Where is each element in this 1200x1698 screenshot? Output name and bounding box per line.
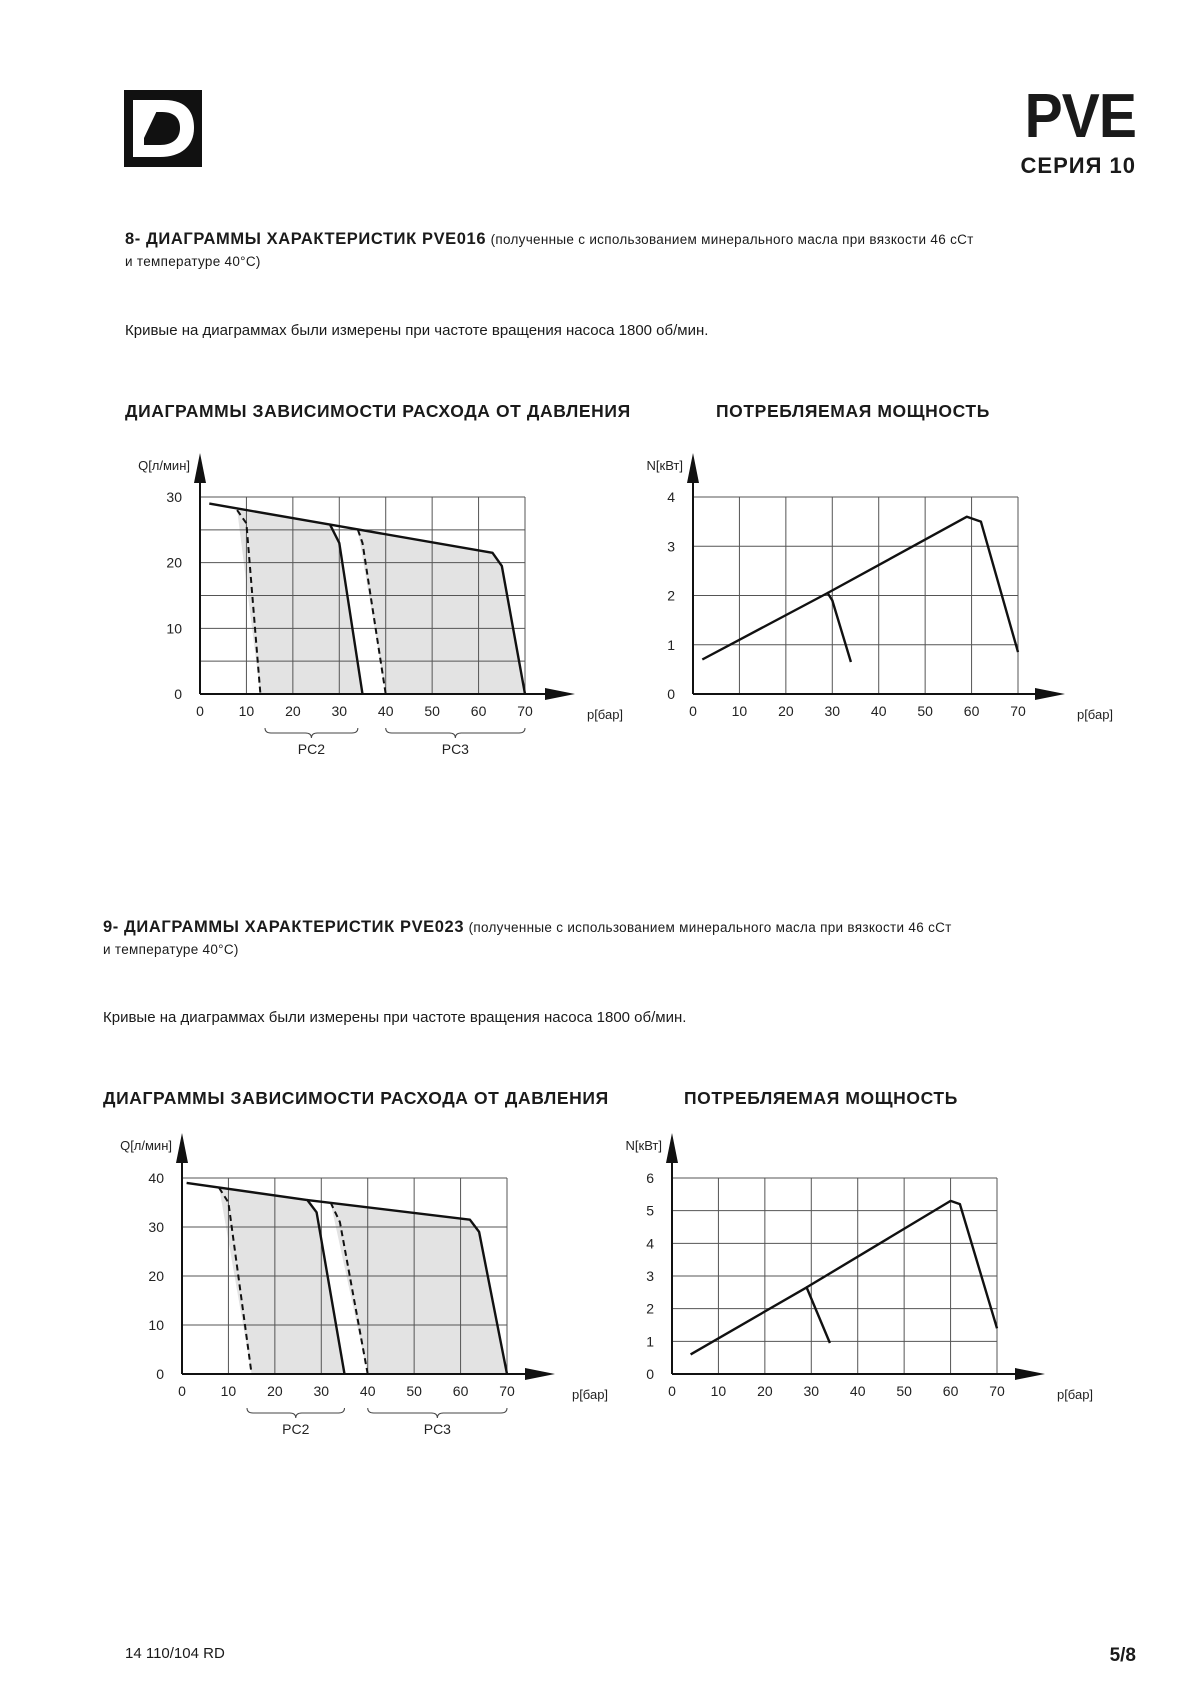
section-conditions: (полученные с использованием минерального масла при вязкости 46 сСт (468, 920, 952, 935)
y-tick-label: 40 (148, 1170, 164, 1186)
x-tick-label: 30 (803, 1383, 820, 1399)
section-conditions-cont: и температуре 40°С) (125, 254, 261, 269)
x-tick-label: 20 (267, 1383, 283, 1399)
x-tick-label: 10 (238, 703, 255, 719)
y-tick-label: 4 (667, 489, 675, 505)
x-tick-label: 60 (942, 1383, 959, 1399)
range-label: PC3 (423, 1421, 451, 1437)
section-heading: 9- ДИАГРАММЫ ХАРАКТЕРИСТИК PVE023 (103, 918, 465, 936)
x-tick-label: 20 (285, 703, 301, 719)
y-tick-label: 2 (667, 587, 675, 604)
range-brace (368, 1408, 507, 1418)
shaded-area-pc2 (219, 1188, 344, 1374)
y-axis-arrow-icon (666, 1133, 678, 1163)
section-9-heading-block (103, 916, 1063, 961)
y-tick-label: 6 (646, 1170, 654, 1186)
x-tick-label: 70 (517, 703, 533, 719)
product-title: PVE (1024, 82, 1136, 151)
shaded-area-pc3 (331, 1203, 507, 1375)
y-tick-label: 0 (174, 686, 182, 702)
x-tick-label: 10 (731, 703, 748, 719)
x-tick-label: 30 (313, 1383, 330, 1399)
x-tick-label: 70 (989, 1383, 1005, 1399)
y-tick-label: 3 (667, 538, 675, 555)
y-tick-label: 0 (156, 1366, 164, 1382)
y-tick-label: 3 (646, 1268, 654, 1284)
x-tick-label: 60 (452, 1383, 469, 1399)
shaded-area-pc3 (358, 530, 525, 694)
y-tick-label: 1 (667, 636, 675, 653)
flow-chart-pve023 (100, 1125, 609, 1445)
y-tick-label: 1 (646, 1333, 654, 1350)
x-tick-label: 50 (896, 1383, 912, 1399)
y-axis-label: N[кВт] (646, 458, 683, 473)
section-heading: 8- ДИАГРАММЫ ХАРАКТЕРИСТИК PVE016 (125, 230, 487, 248)
y-axis-label: Q[л/мин] (120, 1138, 172, 1153)
x-tick-label: 0 (668, 1383, 676, 1399)
range-brace (247, 1408, 345, 1418)
x-tick-label: 10 (220, 1383, 237, 1399)
y-tick-label: 30 (148, 1219, 164, 1235)
range-label: PC2 (297, 741, 326, 757)
x-axis-arrow-icon (1035, 688, 1065, 700)
x-tick-label: 40 (359, 1383, 376, 1399)
x-tick-label: 40 (849, 1383, 866, 1399)
x-tick-label: 50 (406, 1383, 422, 1399)
x-tick-label: 40 (377, 703, 394, 719)
x-tick-label: 30 (331, 703, 348, 719)
y-tick-label: 20 (148, 1268, 164, 1284)
y-tick-label: 0 (646, 1366, 654, 1382)
x-tick-label: 0 (178, 1383, 186, 1399)
y-tick-label: 2 (646, 1300, 654, 1317)
x-axis-label: p[бар] (586, 707, 624, 722)
brand-logo (124, 90, 202, 167)
y-tick-label: 5 (646, 1202, 654, 1219)
x-tick-label: 0 (196, 703, 204, 719)
section-8-heading-block (125, 228, 1085, 273)
x-tick-label: 20 (757, 1383, 773, 1399)
x-tick-label: 50 (424, 703, 440, 719)
x-axis-label: p[бар] (1056, 1387, 1094, 1402)
power-chart-title: ПОТРЕБЛЯЕМАЯ МОЩНОСТЬ (684, 1088, 958, 1108)
power-chart-pve016 (610, 445, 1114, 745)
y-tick-label: 10 (148, 1317, 164, 1333)
x-tick-label: 60 (963, 703, 980, 719)
x-tick-label: 30 (824, 703, 841, 719)
x-tick-label: 60 (470, 703, 487, 719)
flow-chart-title: ДИАГРАММЫ ЗАВИСИМОСТИ РАСХОДА ОТ ДАВЛЕНИЯ (103, 1088, 609, 1108)
x-axis-arrow-icon (545, 688, 575, 700)
power-chart-pve023 (590, 1125, 1094, 1425)
x-tick-label: 10 (710, 1383, 727, 1399)
section-note: Кривые на диаграммах были измерены при частоте вращения насоса 1800 об/мин. (103, 1009, 687, 1026)
power-chart-title: ПОТРЕБЛЯЕМАЯ МОЩНОСТЬ (716, 401, 990, 421)
y-axis-arrow-icon (176, 1133, 188, 1163)
flow-chart-title: ДИАГРАММЫ ЗАВИСИМОСТИ РАСХОДА ОТ ДАВЛЕНИЯ (125, 401, 631, 421)
y-tick-label: 4 (646, 1235, 654, 1252)
x-tick-label: 50 (917, 703, 933, 719)
section-note: Кривые на диаграммах были измерены при частоте вращения насоса 1800 об/мин. (125, 322, 709, 339)
y-axis-arrow-icon (687, 453, 699, 483)
range-label: PC2 (282, 1421, 310, 1437)
series-curve-solid-1 (807, 1201, 997, 1328)
x-axis-arrow-icon (525, 1368, 555, 1380)
y-axis-label: Q[л/мин] (138, 458, 190, 473)
x-tick-label: 0 (689, 703, 697, 719)
flow-chart-pve016 (125, 445, 624, 765)
page-number: 5/8 (1109, 1645, 1136, 1666)
series-curve-solid-1 (828, 517, 1018, 652)
y-tick-label: 30 (166, 489, 182, 505)
x-tick-label: 70 (499, 1383, 515, 1399)
shaded-area-pc2 (237, 510, 362, 694)
section-conditions-cont: и температуре 40°С) (103, 942, 239, 957)
document-code: 14 110/104 RD (125, 1645, 225, 1662)
x-axis-label: p[бар] (571, 1387, 609, 1402)
range-label: PC3 (441, 741, 469, 757)
y-axis-arrow-icon (194, 453, 206, 483)
y-tick-label: 10 (166, 620, 182, 637)
y-tick-label: 20 (166, 554, 182, 571)
series-curve-solid-0 (691, 1287, 830, 1354)
series-curve-solid-0 (702, 593, 851, 662)
x-tick-label: 20 (778, 703, 794, 719)
series-label: СЕРИЯ 10 (1020, 153, 1136, 178)
x-axis-label: p[бар] (1076, 707, 1114, 722)
range-brace (386, 728, 525, 738)
y-axis-label: N[кВт] (625, 1138, 662, 1153)
range-brace (265, 728, 358, 738)
x-axis-arrow-icon (1015, 1368, 1045, 1380)
x-tick-label: 70 (1010, 703, 1026, 719)
x-tick-label: 40 (870, 703, 887, 719)
section-conditions: (полученные с использованием минерального масла при вязкости 46 сСт (490, 232, 974, 247)
y-tick-label: 0 (667, 686, 675, 702)
